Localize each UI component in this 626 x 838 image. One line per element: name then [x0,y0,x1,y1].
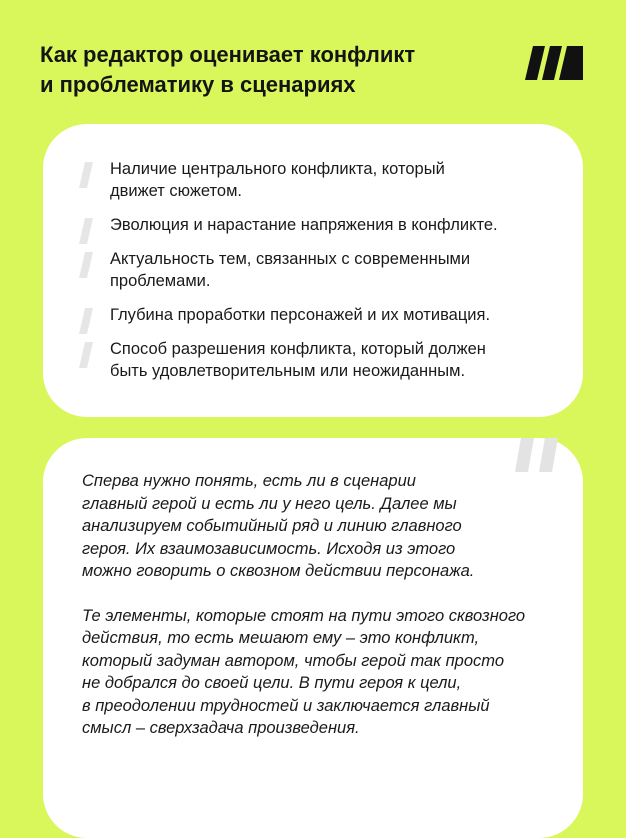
quote-line: анализируем событийный ряд и линию главного [82,517,462,535]
criteria-card [43,124,583,417]
quotation-mark-icon [515,438,561,472]
list-item [43,338,583,382]
slash-bullet-icon [79,162,93,188]
list-item-text: быть удовлетворительным или неожиданным. [110,362,466,380]
quote-line: главный герой и есть ли у него цель. Далее мы [82,494,457,513]
list-item [43,214,583,236]
criteria-list [43,158,583,382]
quote-card [43,438,583,838]
list-item [43,158,583,202]
list-item-text: Глубина проработки персонажей и их мотивация. [110,306,491,324]
brand-m-logo-icon [525,46,583,80]
list-item-text: Актуальность тем, связанных с современными [110,250,471,268]
quote-paragraph-2 [82,605,562,740]
quote-line: который задуман автором, чтобы герой так просто [82,651,505,670]
slash-bullet-icon [79,308,93,334]
list-item-text: Эволюция и нарастание напряжения в конфликте. [110,216,498,234]
quote-line: действия, то есть мешают ему – это конфликт, [82,629,480,647]
title-line-1: Как редактор оценивает конфликт [40,42,416,67]
list-item-text: движет сюжетом. [110,182,242,200]
list-item [43,248,583,292]
quote-text [82,470,562,740]
quote-line: героя. Их взаимозависимость. Исходя из этого [82,539,456,558]
slash-bullet-icon [79,252,93,278]
list-item [43,304,583,326]
quote-line: Те элементы, которые стоят на пути этого сквозного [82,606,526,625]
list-item-text: Наличие центрального конфликта, который [110,160,445,178]
quote-line: в преодолении трудностей и заключается главный [82,696,490,715]
slash-bullet-icon [79,342,93,368]
page-title [40,40,510,100]
quote-paragraph-1 [82,470,562,583]
list-item-text: проблемами. [110,272,211,290]
quote-line: можно говорить о сквозном действии персонажа. [82,562,475,580]
quote-line: Сперва нужно понять, есть ли в сценарии [82,472,416,490]
quote-line: не добрался до своей цели. В пути героя к цели, [82,674,462,692]
list-item-text: Способ разрешения конфликта, который должен [110,340,486,358]
title-line-2: и проблематику в сценариях [40,72,356,97]
quote-line: смысл – сверхзадача произведения. [82,719,360,737]
slash-bullet-icon [79,218,93,244]
